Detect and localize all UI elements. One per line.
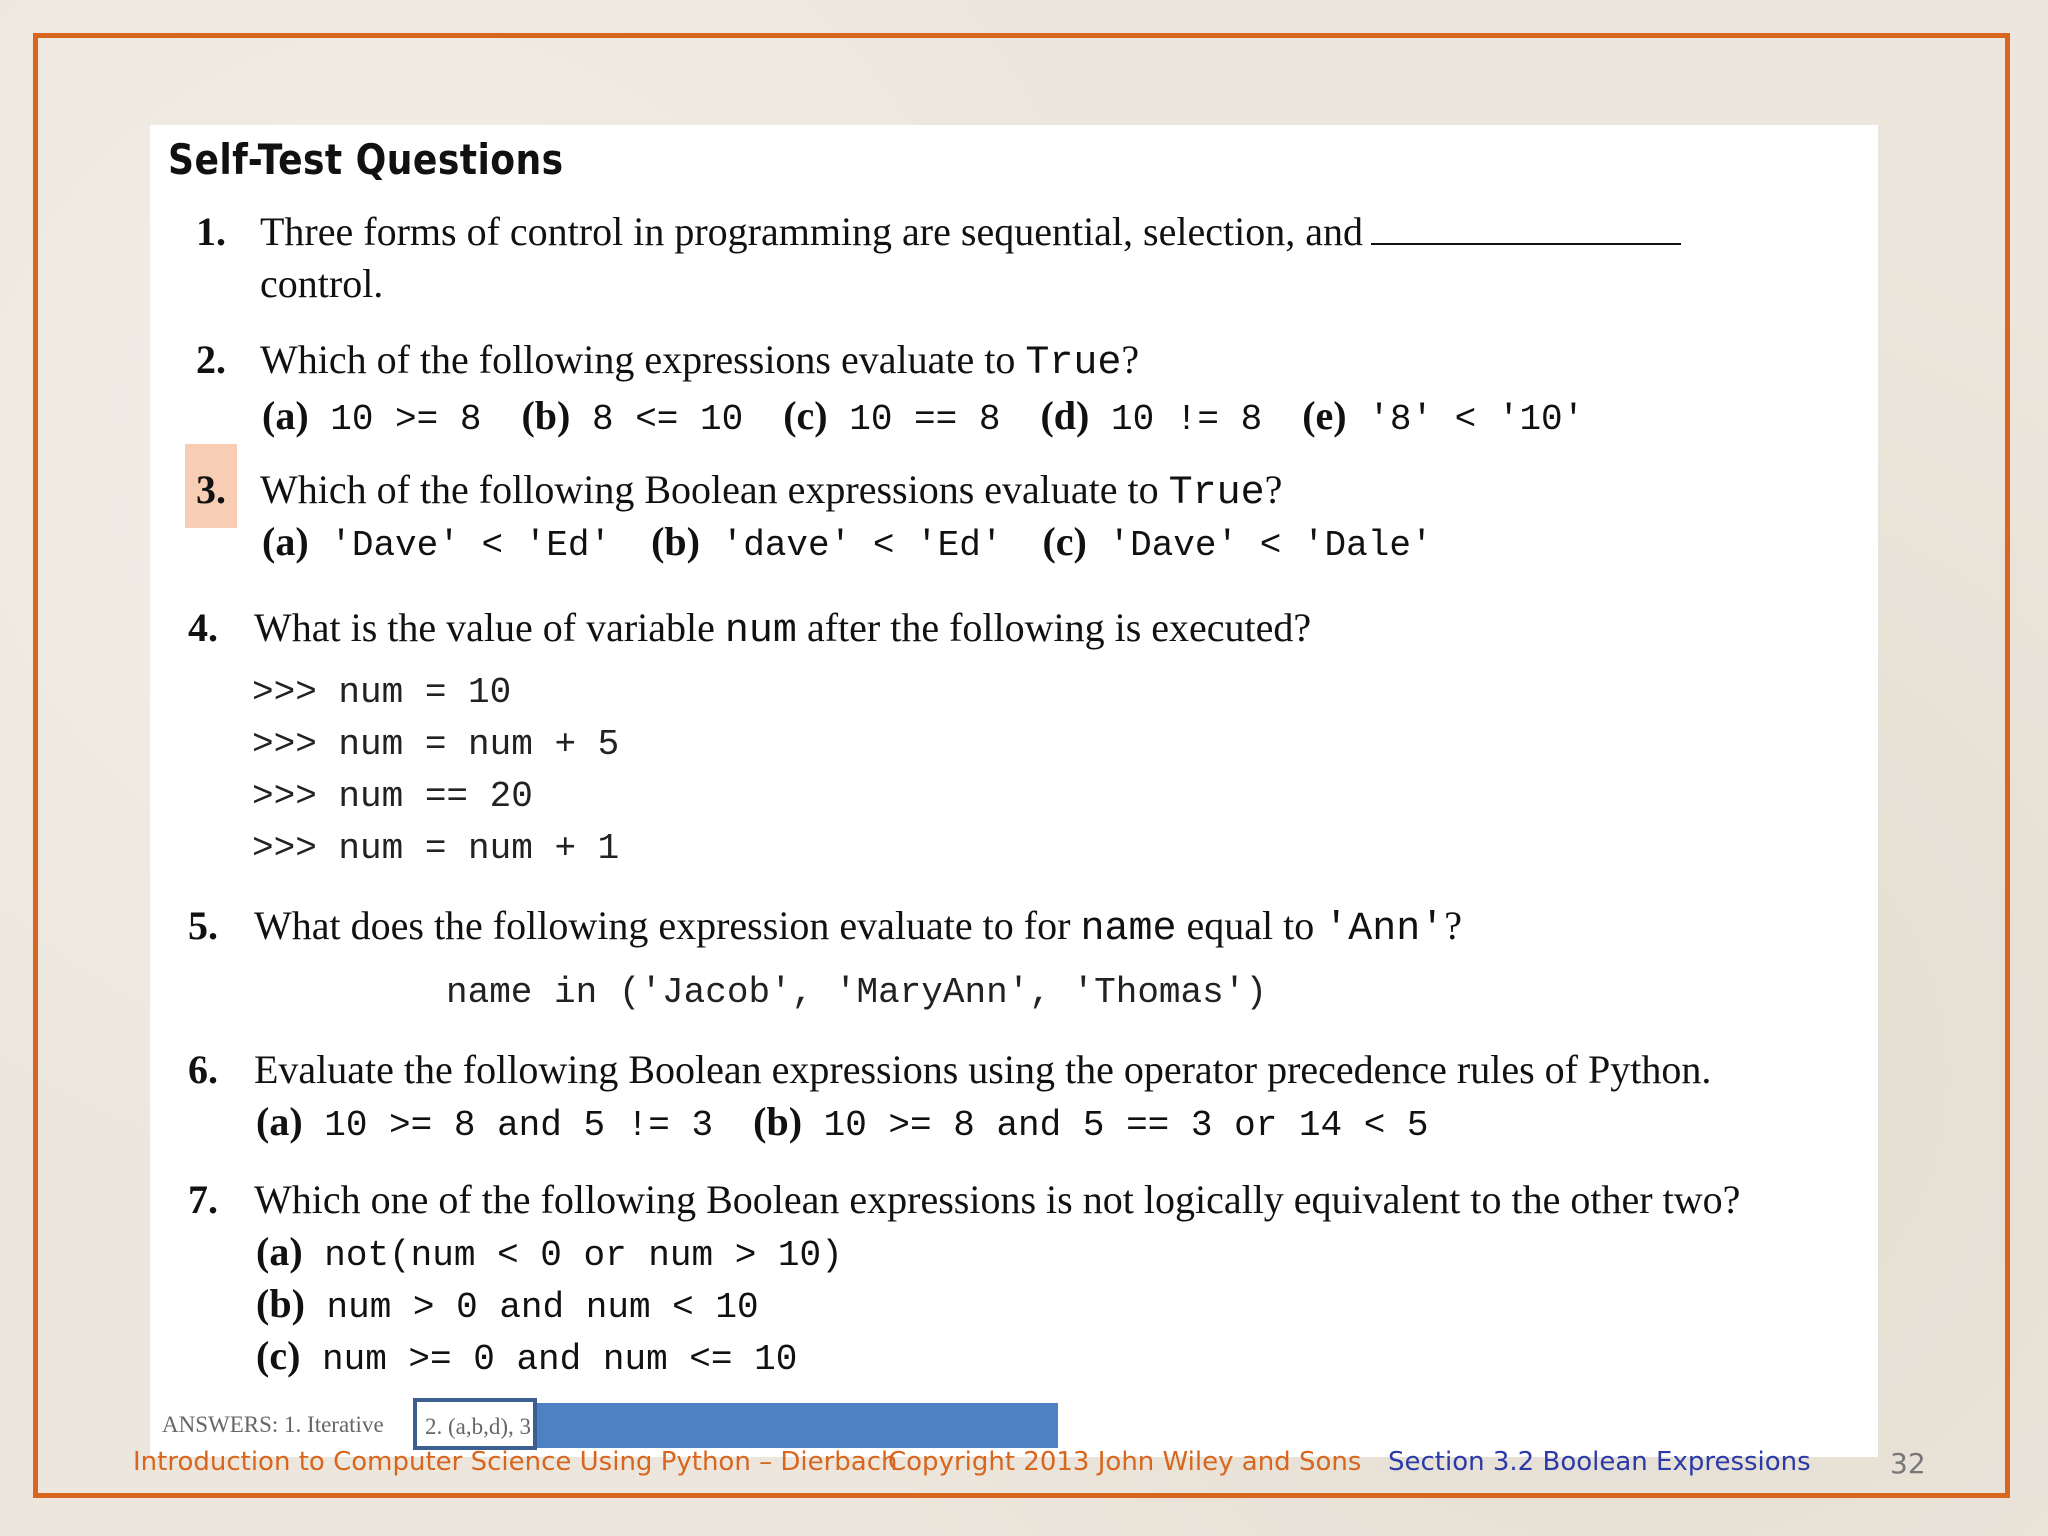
q4-number: 4.: [188, 605, 218, 650]
q1-number: 1.: [196, 209, 226, 254]
q5-code-line: name in ('Jacob', 'MaryAnn', 'Thomas'): [446, 972, 1267, 1013]
q4-code-line: >>> num = num + 5: [252, 724, 620, 765]
q3-number: 3.: [196, 467, 226, 512]
q4-text: What is the value of variable num after the following is executed?: [254, 605, 1312, 654]
answers-highlight-box: [413, 1398, 537, 1450]
answers-text: ANSWERS: 1. Iterative: [162, 1412, 384, 1437]
q5-text: What does the following expression evaluate to for name equal to 'Ann'?: [254, 903, 1462, 952]
q7-number: 7.: [188, 1177, 218, 1222]
footer-section: Section 3.2 Boolean Expressions: [1388, 1447, 1811, 1477]
footer-book-title: Introduction to Computer Science Using Python – Dierbach: [133, 1447, 898, 1477]
q1-blank: [1371, 213, 1681, 245]
q1-text-cont: control.: [260, 261, 384, 306]
q7-option-b: (b) num > 0 and num < 10: [256, 1281, 759, 1328]
answers-boxed-text: 2. (a,b,d), 3: [425, 1414, 532, 1439]
q6-options: (a) 10 >= 8 and 5 != 3 (b) 10 >= 8 and 5 == 3 or 14 < 5: [256, 1099, 1429, 1146]
q6-number: 6.: [188, 1047, 218, 1092]
footer-copyright: Copyright 2013 John Wiley and Sons: [888, 1447, 1362, 1477]
q4-code-line: >>> num = 10: [252, 672, 512, 713]
q3-text: Which of the following Boolean expressions evaluate to True?: [260, 467, 1283, 516]
q7-option-c: (c) num >= 0 and num <= 10: [256, 1333, 798, 1380]
q3-options: (a) 'Dave' < 'Ed' (b) 'dave' < 'Ed' (c) 'Dave' < 'Dale': [262, 519, 1433, 566]
q5-number: 5.: [188, 903, 218, 948]
q2-number: 2.: [196, 337, 226, 382]
page-number: 32: [1890, 1447, 1926, 1480]
q2-options: (a) 10 >= 8 (b) 8 <= 10 (c) 10 == 8 (d) 10 != 8 (e) '8' < '10': [262, 393, 1585, 440]
q4-code-line: >>> num == 20: [252, 776, 533, 817]
answers-cover-block: [537, 1403, 1058, 1448]
q4-code-line: >>> num = num + 1: [252, 828, 620, 869]
q7-option-a: (a) not(num < 0 or num > 10): [256, 1229, 843, 1276]
q6-text: Evaluate the following Boolean expressions using the operator precedence rules of Python.: [254, 1047, 1712, 1092]
page-title: Self-Test Questions: [168, 135, 564, 184]
q7-text: Which one of the following Boolean expressions is not logically equivalent to the other two?: [254, 1177, 1741, 1222]
q2-text: Which of the following expressions evaluate to True?: [260, 337, 1140, 386]
q1-text: Three forms of control in programming are sequential, selection, and: [260, 208, 1681, 255]
